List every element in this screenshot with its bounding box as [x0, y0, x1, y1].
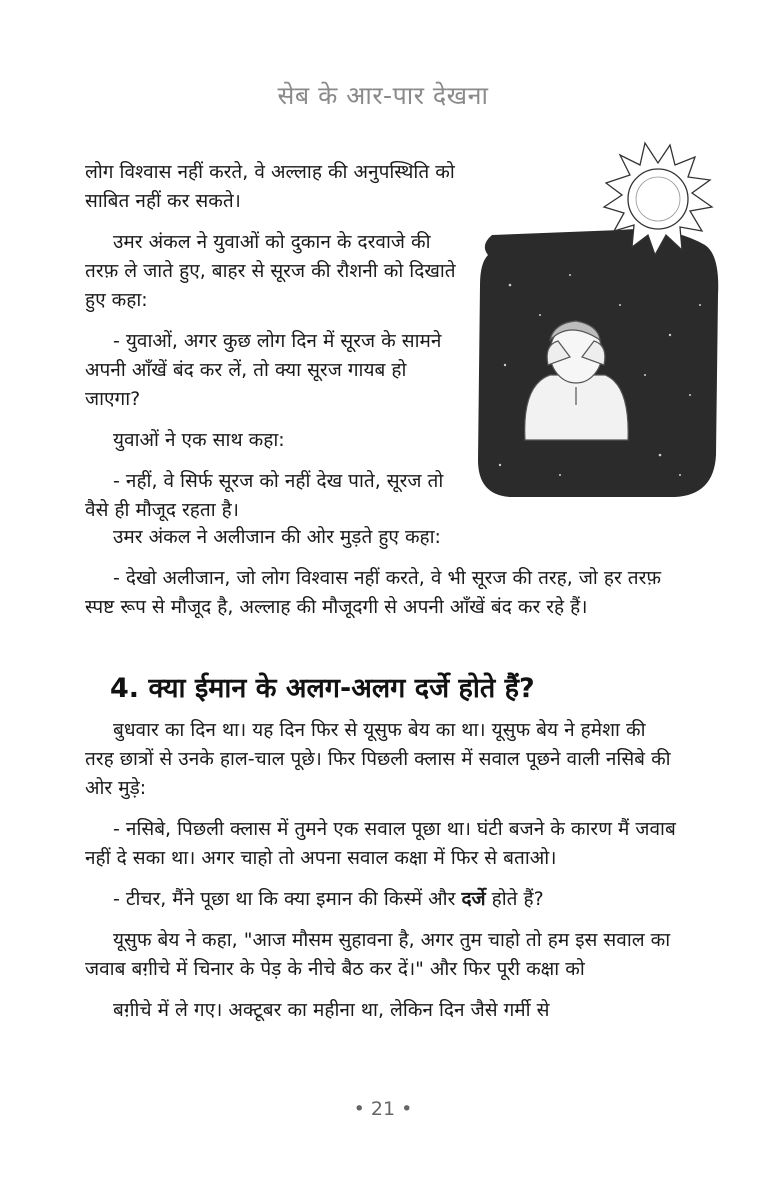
paragraph: युवाओं ने एक साथ कहा: [113, 429, 285, 451]
page-number: • 21 • [353, 1098, 413, 1120]
illustration-boy-sun [470, 135, 730, 505]
paragraph: - नहीं, वे सिर्फ सूरज को नहीं देख पाते, सूरज तो वैसे ही मौजूद रहता है। [85, 470, 444, 521]
question-text-end: होते हैं? [485, 888, 544, 910]
running-head: सेब के आर-पार देखना [277, 81, 489, 110]
emphasis-word: दर्जे [461, 888, 486, 910]
paragraph: - देखो अलीजान, जो लोग विश्वास नहीं करते, वे भी सूरज की तरह, जो हर तरफ़ स्पष्ट रूप से मौजूद है, अल्लाह की मौजूदगी से अपनी आँखें बंद कर रहे हैं। [85, 567, 662, 618]
left-column-text [85, 158, 457, 537]
paragraph: उमर अंकल ने अलीजान की ओर मुड़ते हुए कहा: [113, 526, 441, 548]
paragraph: यूसुफ बेय ने कहा, "आज मौसम सुहावना है, अगर तुम चाहो तो हम इस सवाल का जवाब बग़ीचे में चिनार के पेड़ के नीचे बैठ कर दें।" और फिर पूरी कक्षा को [85, 929, 671, 980]
paragraph: लोग विश्वास नहीं करते, वे अल्लाह की अनुपस्थिति को साबित नहीं कर सकते। [85, 161, 455, 212]
question-text: - टीचर, मैंने पूछा था कि क्या इमान की किस्में और [113, 888, 462, 910]
question-paragraph [85, 885, 677, 914]
text-block-bottom [85, 716, 677, 1037]
paragraph: उमर अंकल ने युवाओं को दुकान के दरवाजे की तरफ़ ले जाते हुए, बाहर से सूरज की रौशनी को दिखाते हुए कहा: [85, 231, 456, 311]
paragraph: - युवाओं, अगर कुछ लोग दिन में सूरज के सामने अपनी आँखें बंद कर लें, तो क्या सूरज गायब हो जाएगा? [85, 330, 442, 410]
section-heading: 4. क्या ईमान के अलग-अलग दर्जे होते हैं? [110, 673, 535, 704]
paragraph: बुधवार का दिन था। यह दिन फिर से यूसुफ बेय का था। यूसुफ बेय ने हमेशा की तरह छात्रों से उनके हाल-चाल पूछे। फिर पिछली क्लास में सवाल पूछने वाली नसिबे की ओर मुड़े: [85, 719, 671, 799]
paragraph: बग़ीचे में ले गए। अक्टूबर का महीना था, लेकिन दिन जैसे गर्मी से [113, 999, 550, 1021]
paragraph: - नसिबे, पिछली क्लास में तुमने एक सवाल पूछा था। घंटी बजने के कारण मैं जवाब नहीं दे सका था। अगर चाहो तो अपना सवाल कक्षा में फिर से बताओ। [85, 818, 676, 869]
text-block-top [85, 523, 677, 634]
